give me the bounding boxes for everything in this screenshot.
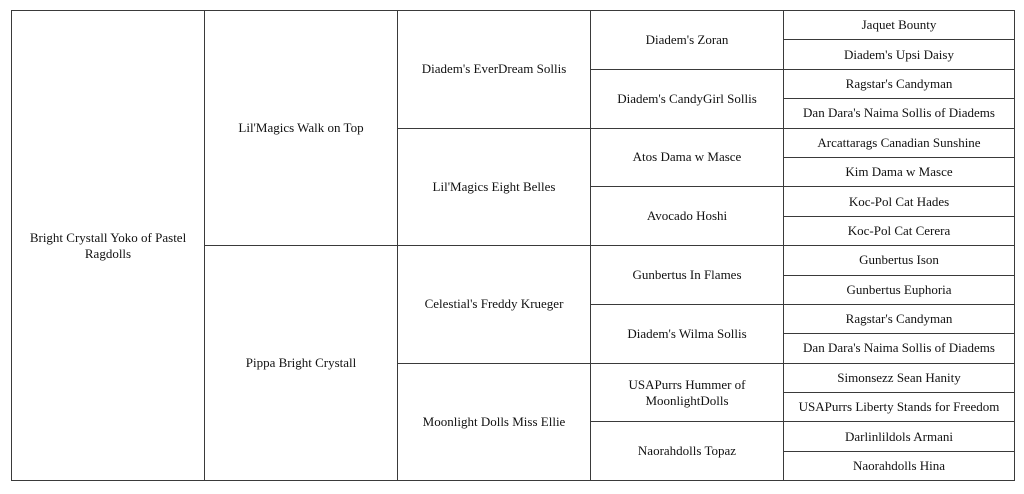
grandparent: Lil'Magics Eight Belles [398, 128, 591, 246]
great-great-grandparent: Koc-Pol Cat Hades [784, 187, 1015, 216]
great-great-grandparent: Ragstar's Candyman [784, 69, 1015, 98]
great-great-grandparent: Gunbertus Ison [784, 246, 1015, 275]
great-great-grandparent: Naorahdolls Hina [784, 451, 1015, 480]
great-great-grandparent: Dan Dara's Naima Sollis of Diadems [784, 99, 1015, 128]
grandparent: Celestial's Freddy Krueger [398, 246, 591, 364]
great-grandparent: Gunbertus In Flames [591, 246, 784, 305]
great-great-grandparent: Darlinlildols Armani [784, 422, 1015, 451]
parent-dam: Pippa Bright Crystall [205, 246, 398, 481]
great-grandparent: USAPurrs Hummer of MoonlightDolls [591, 363, 784, 422]
great-great-grandparent: Jaquet Bounty [784, 11, 1015, 40]
great-great-grandparent: Kim Dama w Masce [784, 157, 1015, 186]
great-grandparent: Naorahdolls Topaz [591, 422, 784, 481]
great-grandparent: Avocado Hoshi [591, 187, 784, 246]
great-great-grandparent: USAPurrs Liberty Stands for Freedom [784, 393, 1015, 422]
grandparent: Moonlight Dolls Miss Ellie [398, 363, 591, 481]
great-great-grandparent: Gunbertus Euphoria [784, 275, 1015, 304]
great-grandparent: Diadem's Wilma Sollis [591, 304, 784, 363]
great-great-grandparent: Ragstar's Candyman [784, 304, 1015, 333]
pedigree-table [11, 10, 1015, 481]
great-grandparent: Diadem's Zoran [591, 11, 784, 70]
great-great-grandparent: Simonsezz Sean Hanity [784, 363, 1015, 392]
great-great-grandparent: Arcattarags Canadian Sunshine [784, 128, 1015, 157]
parent-sire: Lil'Magics Walk on Top [205, 11, 398, 246]
great-great-grandparent: Koc-Pol Cat Cerera [784, 216, 1015, 245]
great-grandparent: Diadem's CandyGirl Sollis [591, 69, 784, 128]
subject-cat: Bright Crystall Yoko of Pastel Ragdolls [12, 11, 205, 481]
grandparent: Diadem's EverDream Sollis [398, 11, 591, 129]
great-great-grandparent: Diadem's Upsi Daisy [784, 40, 1015, 69]
great-great-grandparent: Dan Dara's Naima Sollis of Diadems [784, 334, 1015, 363]
pedigree-row [12, 11, 1015, 40]
great-grandparent: Atos Dama w Masce [591, 128, 784, 187]
